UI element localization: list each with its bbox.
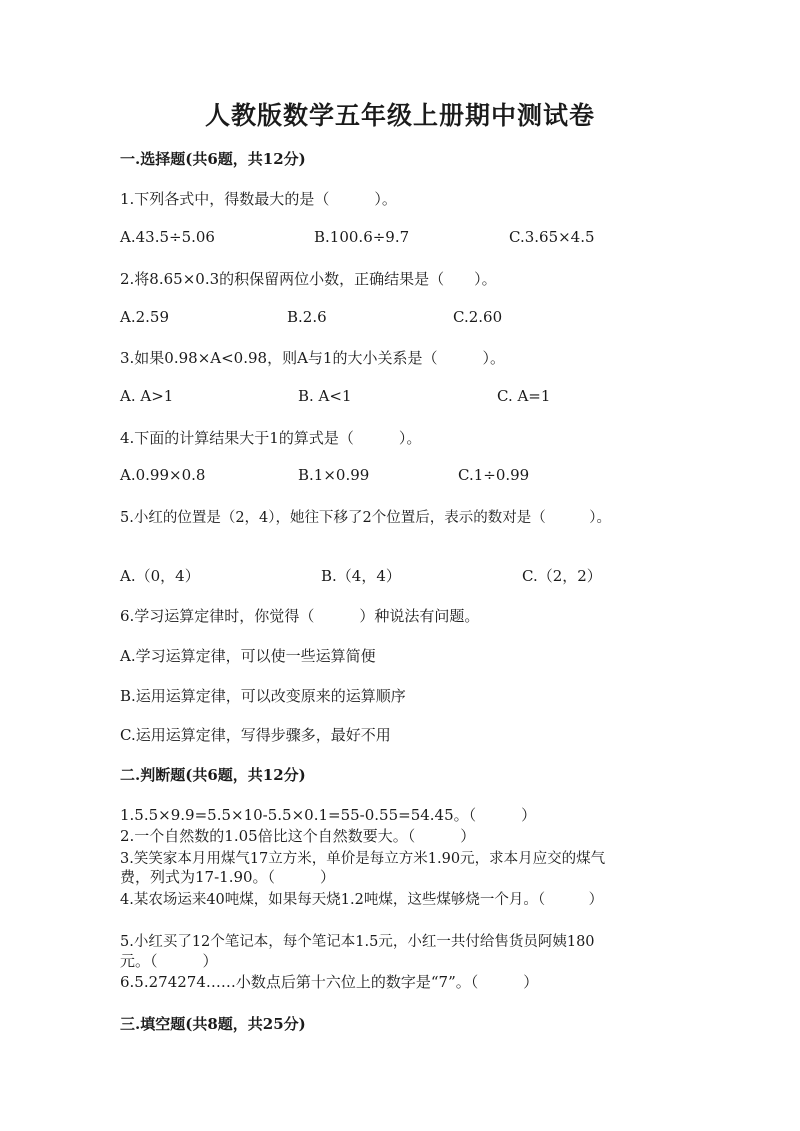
judgement-item-2: 2.一个自然数的1.05倍比这个自然数要大。（ ） [120, 827, 476, 845]
question-4-option-a: A.0.99×0.8 [120, 466, 206, 484]
question-4-stem: 4.下面的计算结果大于1的算式是（ ）。 [120, 429, 422, 447]
question-5-stem: 5.小红的位置是（2，4），她往下移了2个位置后，表示的数对是（ ）。 [120, 510, 612, 526]
judgement-item-4: 4.某农场运来40吨煤，如果每天烧1.2吨煤，这些煤够烧一个月。（ ） [120, 892, 604, 908]
judgement-item-3-line-1: 3.笑笑家本月用煤气17立方米，单价是每立方米1.90元，求本月应交的煤气 [120, 851, 606, 867]
question-5-option-c: C.（2，2） [522, 567, 602, 585]
question-2-option-c: C.2.60 [453, 308, 503, 326]
question-1-stem: 1.下列各式中，得数最大的是（ ）。 [120, 190, 397, 208]
judgement-item-6: 6.5.274274……小数点后第十六位上的数字是“7”。（ ） [120, 973, 539, 991]
question-2-option-a: A.2.59 [120, 308, 169, 326]
judgement-item-5-line-2: 元。（ ） [120, 952, 218, 970]
question-6-stem: 6.学习运算定律时，你觉得（ ）种说法有问题。 [120, 607, 480, 625]
judgement-item-1: 1.5.5×9.9=5.5×10-5.5×0.1=55-0.55=54.45。（ ） [120, 806, 537, 824]
question-6-option-b: B.运用运算定律，可以改变原来的运算顺序 [120, 687, 406, 705]
section-heading-fill-in: 三.填空题(共8题，共25分) [120, 1015, 306, 1033]
question-6-option-c: C.运用运算定律，写得步骤多，最好不用 [120, 726, 391, 744]
question-6-option-a: A.学习运算定律，可以使一些运算简便 [120, 647, 376, 665]
question-3-stem: 3.如果0.98×A<0.98，则A与1的大小关系是（ ）。 [120, 349, 505, 367]
question-3-option-b: B. A<1 [298, 387, 352, 405]
question-2-stem: 2.将8.65×0.3的积保留两位小数，正确结果是（ ）。 [120, 270, 497, 288]
question-1-option-a: A.43.5÷5.06 [120, 228, 215, 246]
question-2-option-b: B.2.6 [287, 308, 327, 326]
question-1-option-b: B.100.6÷9.7 [314, 228, 410, 246]
question-3-option-a: A. A>1 [120, 387, 174, 405]
question-4-option-c: C.1÷0.99 [458, 466, 530, 484]
question-5-option-b: B.（4，4） [321, 567, 401, 585]
section-heading-choice: 一.选择题(共6题，共12分) [120, 150, 306, 168]
question-1-option-c: C.3.65×4.5 [509, 228, 595, 246]
judgement-item-5-line-1: 5.小红买了12个笔记本，每个笔记本1.5元，小红一共付给售货员阿姨180 [120, 934, 595, 950]
question-5-option-a: A.（0，4） [120, 567, 200, 585]
section-heading-judgement: 二.判断题(共6题，共12分) [120, 766, 306, 784]
page-title: 人教版数学五年级上册期中测试卷 [204, 101, 595, 130]
question-3-option-c: C. A=1 [497, 387, 551, 405]
judgement-item-3-line-2: 费，列式为17-1.90。（ ） [120, 868, 336, 886]
question-4-option-b: B.1×0.99 [298, 466, 370, 484]
